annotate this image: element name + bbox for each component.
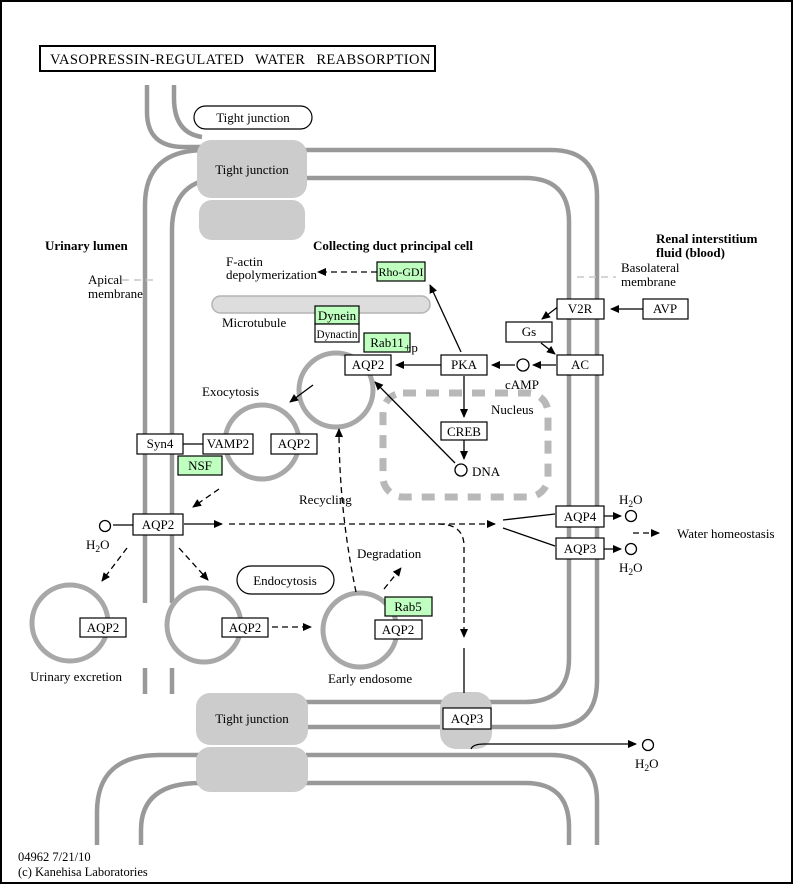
tight-junction-top-blob2 <box>199 200 305 240</box>
gene-box-creb[interactable] <box>441 422 487 440</box>
gene-box-aqp2-budding[interactable] <box>222 618 268 637</box>
apical-membrane-label-1: Apical <box>88 272 123 287</box>
camp-circle <box>517 359 529 371</box>
gene-box-nsf[interactable] <box>178 456 222 475</box>
gene-label: Gs <box>521 324 537 339</box>
cell-label: Collecting duct principal cell <box>313 238 473 253</box>
early-endosome-label: Early endosome <box>328 671 413 686</box>
nucleus-label: Nucleus <box>491 402 534 417</box>
capsule-label: Endocytosis <box>253 573 317 588</box>
gene-label: Dynactin <box>316 327 358 341</box>
h2o-sub: 2 <box>644 764 650 774</box>
gene-box-aqp2-endosome[interactable] <box>375 620 422 639</box>
arrow-gs-to-ac <box>541 343 555 354</box>
h2o-h: H <box>86 537 96 552</box>
h2o-sub: 2 <box>628 568 634 578</box>
arrow-basal-aqp3-to-h2o <box>471 744 636 749</box>
gene-label: AQP2 <box>381 622 415 637</box>
copyright: (c) Kanehisa Laboratories <box>18 865 148 879</box>
gene-box-dynactin[interactable] <box>315 324 359 342</box>
gene-box-aqp2-exocytosis[interactable] <box>271 434 317 454</box>
h2o-o: O <box>633 560 643 575</box>
basolateral-membrane-label-2: membrane <box>621 274 676 289</box>
arrow-aqp2-to-excretion <box>102 548 127 581</box>
tight-junction-bottom-label: Tight junction <box>215 711 289 726</box>
gene-box-rab5[interactable] <box>385 597 432 616</box>
arrow-aqp2-to-budding <box>179 548 208 580</box>
gene-box-gs[interactable] <box>506 322 552 342</box>
gene-label: NSF <box>188 458 212 473</box>
h2o-label-aqp4 <box>619 492 643 510</box>
tight-junction-tag[interactable] <box>194 106 312 129</box>
gene-box-v2r[interactable] <box>557 299 604 319</box>
map-id-date: 04962 7/21/10 <box>18 850 91 864</box>
renal-interstitium-label-2: fluid (blood) <box>656 245 725 260</box>
h2o-circle-bottom <box>643 740 654 751</box>
apical-membrane-label-2: membrane <box>88 286 143 301</box>
water-homeostasis-label: Water homeostasis <box>677 526 775 541</box>
arrow-aqp2-to-basal-aqp3 <box>438 524 464 637</box>
h2o-h: H <box>619 560 629 575</box>
gene-box-aqp2-urinary[interactable] <box>80 618 126 637</box>
degradation-label: Degradation <box>357 546 422 561</box>
microtubule-label: Microtubule <box>222 315 287 330</box>
urinary-lumen-label: Urinary lumen <box>45 238 128 253</box>
gene-box-syn4[interactable] <box>137 434 183 454</box>
gene-box-pka[interactable] <box>441 355 487 375</box>
gene-label: AQP2 <box>228 620 262 635</box>
h2o-h: H <box>619 492 629 507</box>
gene-label: VAMP2 <box>206 436 250 451</box>
arrow-endosome-to-degradation <box>384 568 401 589</box>
membrane-path <box>305 178 569 702</box>
image-border <box>1 1 792 883</box>
exocytosis-label: Exocytosis <box>202 384 260 399</box>
gene-box-avp[interactable] <box>643 299 688 319</box>
gene-box-ac[interactable] <box>557 355 603 375</box>
page-title: VASOPRESSIN-REGULATED WATER REABSORPTION <box>50 52 431 68</box>
gene-box-aqp2-vesicle[interactable] <box>345 355 391 375</box>
gene-label: CREB <box>447 424 481 439</box>
h2o-o: O <box>649 756 659 771</box>
cell-membranes <box>97 85 597 845</box>
recycling-label: Recycling <box>299 492 352 507</box>
h2o-sub: 2 <box>95 545 101 555</box>
arrow-exocytosis-to-membrane <box>193 489 219 507</box>
endocytosis-node[interactable] <box>237 566 334 594</box>
arrow-recycling <box>339 429 356 592</box>
gene-label: Rab11 <box>370 335 404 350</box>
line-fork-aqp4 <box>503 514 555 520</box>
camp-label: cAMP <box>505 377 539 392</box>
h2o-label-aqp3 <box>619 560 643 578</box>
h2o-circle-aqp3 <box>626 544 637 555</box>
gene-box-aqp3-basolateral[interactable] <box>556 538 604 559</box>
gene-box-aqp2-apical[interactable] <box>133 514 183 535</box>
gene-box-rho-gdi[interactable] <box>377 262 425 281</box>
gene-label: Rho-GDI <box>378 265 424 279</box>
gene-label: AQP2 <box>277 436 311 451</box>
gene-label: AQP3 <box>450 711 484 726</box>
gene-label: PKA <box>450 357 478 372</box>
renal-interstitium-label-1: Renal interstitium <box>656 231 758 246</box>
gene-box-aqp4[interactable] <box>556 506 604 527</box>
gene-label: AQP2 <box>351 357 385 372</box>
gene-label: V2R <box>567 301 593 316</box>
gene-label: AQP4 <box>563 509 597 524</box>
membrane-path <box>306 783 569 845</box>
gene-box-vamp2[interactable] <box>203 434 253 454</box>
pathway-title <box>40 46 435 71</box>
basolateral-membrane-label-1: Basolateral <box>621 260 680 275</box>
h2o-o: O <box>100 537 110 552</box>
h2o-circle-aqp4 <box>626 511 637 522</box>
h2o-label-bottom <box>635 756 659 774</box>
h2o-sub: 2 <box>628 500 634 510</box>
gene-label: AVP <box>652 301 678 316</box>
gene-label: Dynein <box>317 308 357 323</box>
f-actin-label-2: depolymerization <box>226 267 317 282</box>
gene-label: AQP3 <box>563 541 597 556</box>
h2o-circle-left <box>100 521 111 532</box>
phosphorylation-label: +p <box>404 340 418 355</box>
urinary-excretion-label: Urinary excretion <box>30 669 123 684</box>
arrow-pka-to-rhogdi <box>430 285 461 352</box>
membrane-path <box>306 755 597 845</box>
tight-junction-top-label: Tight junction <box>215 162 289 177</box>
capsule-label: Tight junction <box>216 110 290 125</box>
gene-label: AC <box>570 357 590 372</box>
membrane-path <box>141 783 252 845</box>
gene-label: AQP2 <box>141 517 175 532</box>
f-actin-label-1: F-actin <box>226 254 263 269</box>
tight-junction-bottom-blob2 <box>196 747 308 792</box>
line-fork-aqp3 <box>503 528 555 546</box>
gene-label: AQP2 <box>86 620 120 635</box>
gene-box-aqp3-bottom[interactable] <box>443 708 491 729</box>
gene-label: Syn4 <box>146 436 174 451</box>
h2o-o: O <box>633 492 643 507</box>
h2o-label-left <box>86 537 110 555</box>
dna-circle <box>455 464 467 476</box>
gene-box-dynein[interactable] <box>315 306 359 324</box>
gene-label: Rab5 <box>394 599 422 614</box>
h2o-h: H <box>635 756 645 771</box>
dna-label: DNA <box>472 464 501 479</box>
